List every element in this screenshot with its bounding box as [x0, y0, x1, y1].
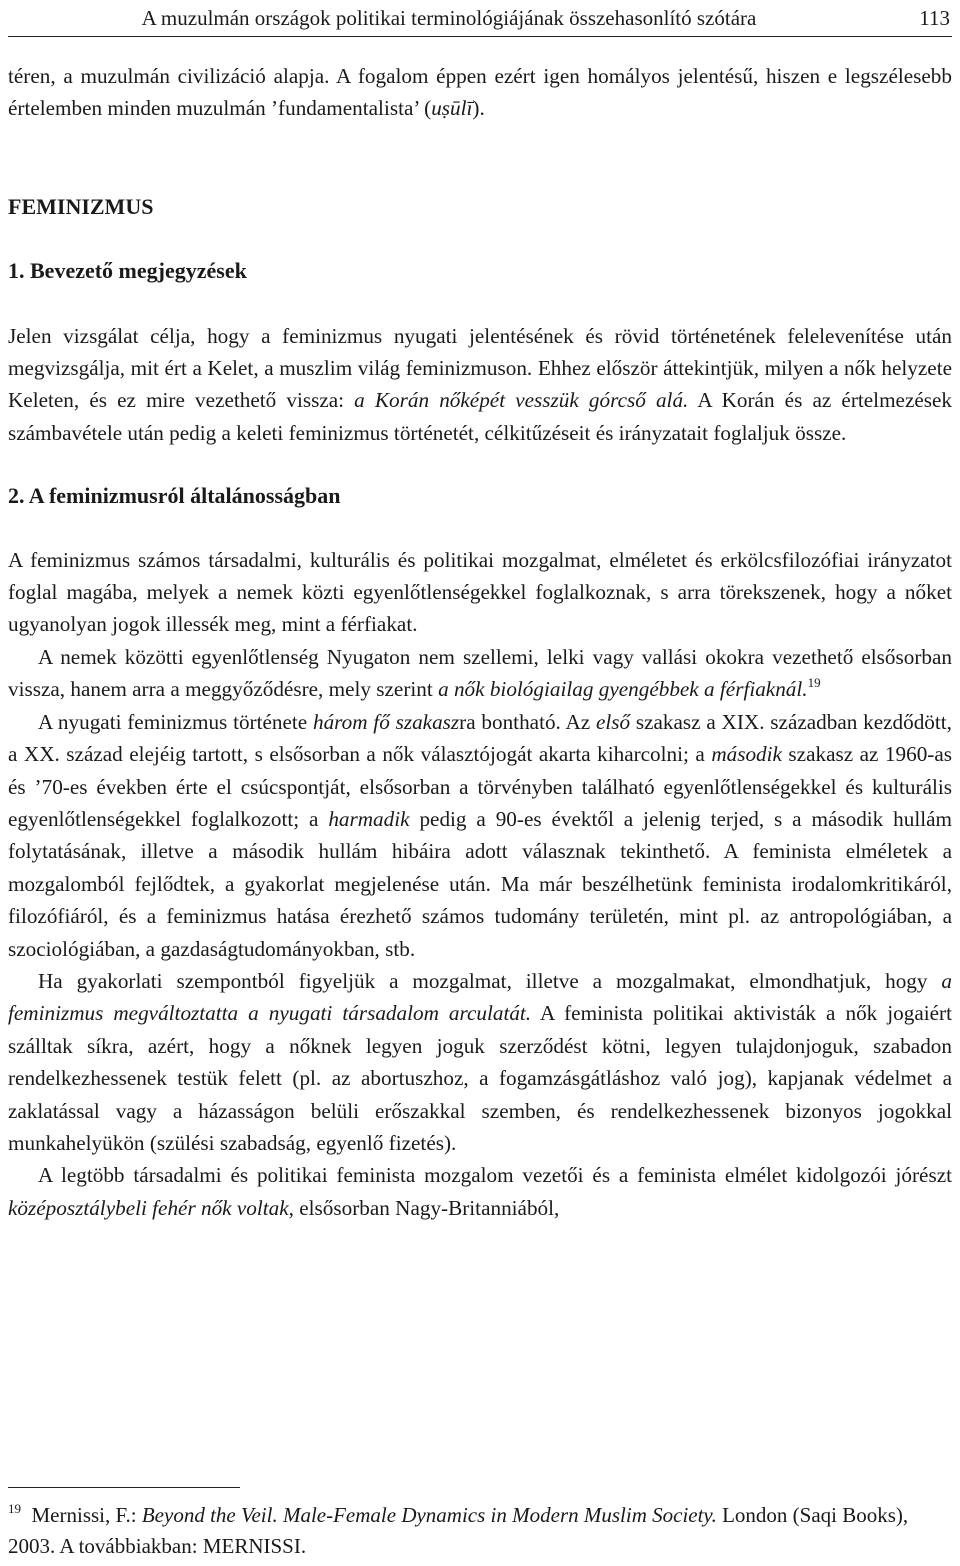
subsection-title-1: 1. Bevezető megjegyzések	[8, 258, 247, 284]
footnote-ref: 19	[807, 675, 821, 691]
paragraph: Jelen vizsgálat célja, hogy a feminizmus nyugati jelentésének és rövid történetének felelevenítése után megvizsgálja, mit ért a Kelet, a muszlim világ feminizmuson. Ehhez először áttekintjük, milyen a nők helyzete Keleten, és ez mire vezethető vissza: a Korán nőképét vesszük górcső alá. A Korán és az értelmezések számbavétele után pedig a keleti feminizmus történetét, célkitűzéseit és irányzatait foglaljuk össze.	[8, 323, 953, 445]
paragraph: A nyugati feminizmus története három fő szakaszra bontható. Az első szakasz a XIX. században kezdődött, a XX. század elejéig tartott, s elsősorban a nők választójogát akarta kiharcolni; a második szakasz az 1960-as és ’70-es években érte el csúcspontját, elsősorban a törvényben található egyenlőtlenségekkel és kulturális egyenlőtlenségekkel foglalkozott; a harmadik pedig a 90-es évektől a jelenig terjed, s a második hullám folytatásának, illetve a második hullám hibáira adott válasznak tekinthető. A feminista elméletek a mozgalomból fejlődtek, a gyakorlat megjelenése után. Ma már beszélhetünk feminista irodalomkritikáról, filozófiáról, és a feminizmus hatása érezhető számos tudomány területén, mint pl. az antropológiában, a szociológiában, a gazdaságtudományokban, stb.	[8, 709, 953, 961]
paragraph: A legtöbb társadalmi és politikai feminista mozgalom vezetői és a feminista elmélet kidolgozói jórészt középosztálybeli fehér nők voltak, elsősorban Nagy-Britanniából,	[8, 1163, 952, 1220]
page-body	[8, 60, 952, 1224]
paragraph: A nemek közötti egyenlőtlenség Nyugaton nem szellemi, lelki vagy vallási okokra vezethető elsősorban vissza, hanem arra a meggyőződésre, mely szerint a nők biológiailag gyengébbek a férfiaknál.$^{19}$	[8, 644, 952, 702]
intro-paragraph: téren, a muzulmán civilizáció alapja. A fogalom éppen ezért igen homályos jelentésű, hiszen e legszélesebb értelemben minden muzulmán ’fundamentalista’ (uṣūlī).	[8, 64, 952, 121]
paragraph: Ha gyakorlati szempontból figyeljük a mozgalmat, illetve a mozgalmakat, elmondhatjuk, hogy a feminizmus megváltoztatta a nyugati társadalom arculatát. A feminista politikai aktivisták a nők jogaiért szálltak síkra, azért, hogy a nőknek legyen joguk szerződést kötni, legyen tulajdonjoguk, szabadon rendelkezhessenek testük felett (pl. az abortuszhoz, a fogamzásgátláshoz való jog), kapjanak védelmet a zaklatással vagy a házasságon belüli erőszakkal szemben, és rendelkezhessenek bizonyos jogokkal munkahelyükön (szülési szabadság, egyenlő fizetés).	[8, 968, 952, 1155]
section-title: FEMINIZMUS	[8, 193, 154, 219]
page-number: 113	[919, 5, 950, 30]
running-header	[8, 0, 952, 37]
subsection-title-2: 2. A feminizmusról általánosságban	[8, 483, 341, 509]
footnote-number: 19	[8, 1501, 21, 1516]
running-title: A muzulmán országok politikai terminológiájának összehasonlító szótára	[141, 5, 757, 30]
footnote: $^{19}$ Mernissi, F.: Beyond the Veil. Male-Female Dynamics in Modern Muslim Society. London (Saqi Books), 2003. A továbbiakban: MERNISSI.	[8, 1501, 909, 1558]
footnote-divider	[8, 1487, 240, 1488]
paragraph: A feminizmus számos társadalmi, kulturális és politikai mozgalmat, elméletet és erkölcsfilozófiai irányzatot foglal magába, melyek a nemek közti egyenlőtlenségekkel foglalkoznak, s arra törekszenek, hogy a nőket ugyanolyan jogok illessék meg, mint a férfiakat.	[8, 547, 952, 637]
